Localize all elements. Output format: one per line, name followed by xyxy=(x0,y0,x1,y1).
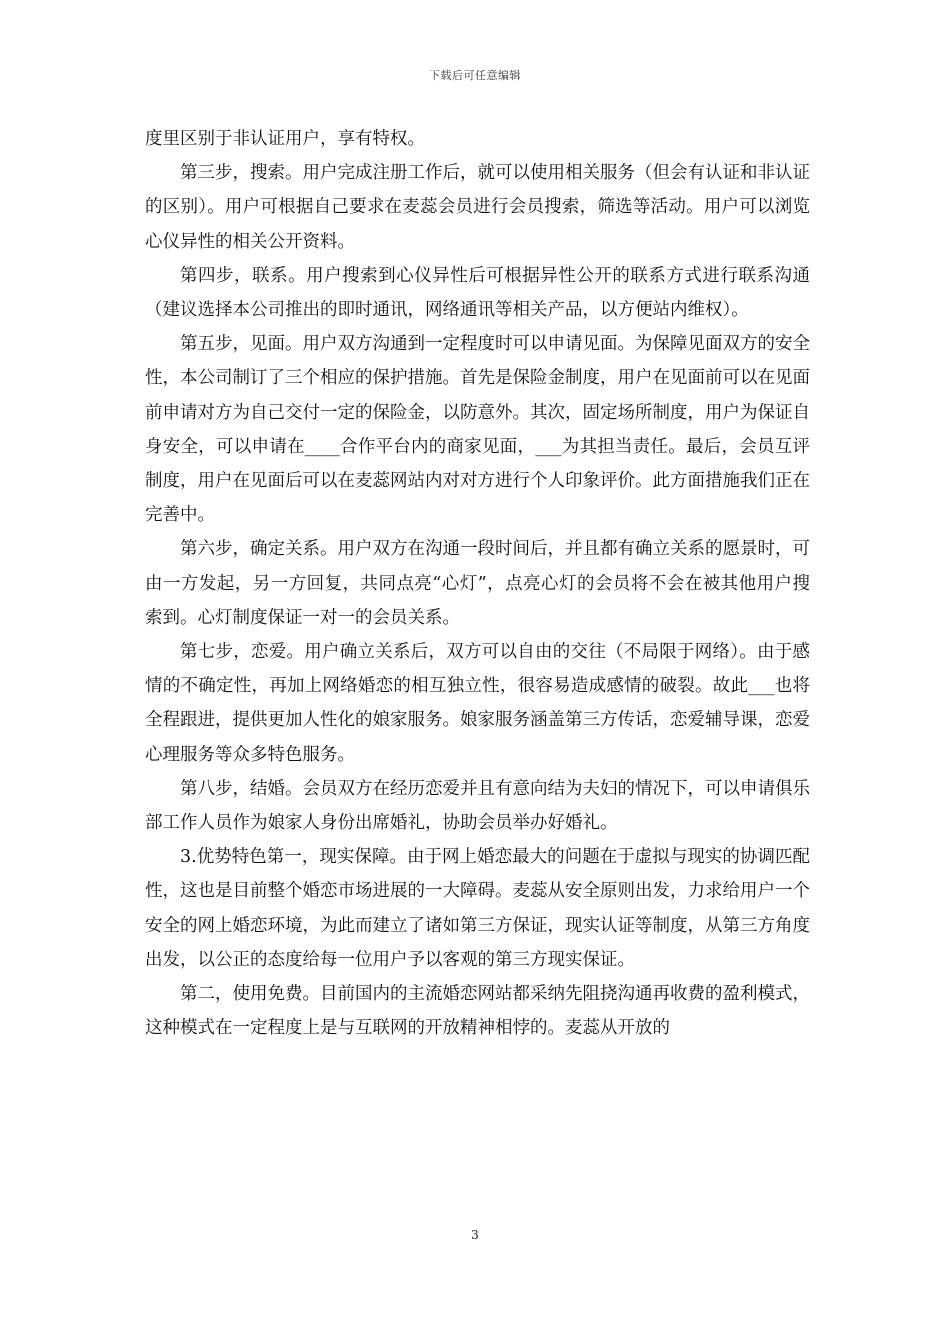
page-header: 下载后可任意编辑 xyxy=(429,69,521,82)
paragraph-step-three: 第三步，搜索。用户完成注册工作后，就可以使用相关服务（但会有认证和非认证的区别）。用户可根据自己要求在麦蕊会员进行会员搜索，筛选等活动。用户可以浏览心仪异性的相关公开资料。 xyxy=(145,163,810,252)
paragraph-step-five: 第五步，见面。用户双方沟通到一定程度时可以申请见面。为保障见面双方的安全性，本公司制订了三个相应的保护措施。首先是保险金制度，用户在见面前可以在见面前申请对方为自己交付一定的保险金，以防意外。其次，固定场所制度，用户为保证自身安全，可以申请在____合作平台内的商家见面，___为其担当责任。最后，会员互评制度，用户在见面后可以在麦蕊网站内对对方进行个人印象评价。此方面措施我们正在完善中。 xyxy=(145,334,810,526)
paragraph-step-eight: 第八步，结婚。会员双方在经历恋爱并且有意向结为夫妇的情况下，可以申请俱乐部工作人员作为娘家人身份出席婚礼，协助会员举办好婚礼。 xyxy=(145,778,810,834)
paragraph-continuation: 度里区别于非认证用户，享有特权。 xyxy=(145,129,425,149)
paragraph-step-six: 第六步，确定关系。用户双方在沟通一段时间后，并且都有确立关系的愿景时，可由一方发起，另一方回复，共同点亮“心灯”，点亮心灯的会员将不会在被其他用户搜索到。心灯制度保证一对一的会员关系。 xyxy=(145,539,810,628)
document-body xyxy=(145,122,810,1045)
paragraph-step-seven: 第七步，恋爱。用户确立关系后，双方可以自由的交往（不局限于网络）。由于感情的不确定性，再加上网络婚恋的相互独立性，很容易造成感情的破裂。故此___也将全程跟进，提供更加人性化的娘家服务。娘家服务涵盖第三方传话，恋爱辅导课，恋爱心理服务等众多特色服务。 xyxy=(145,642,810,765)
paragraph-step-four: 第四步，联系。用户搜索到心仪异性后可根据异性公开的联系方式进行联系沟通（建议选择本公司推出的即时通讯，网络通讯等相关产品，以方便站内维权）。 xyxy=(145,265,810,321)
page-number: 3 xyxy=(471,1228,479,1242)
paragraph-free-usage: 第二，使用免费。目前国内的主流婚恋网站都采纳先阻挠沟通再收费的盈利模式，这种模式在一定程度上是与互联网的开放精神相悖的。麦蕊从开放的 xyxy=(145,984,810,1039)
paragraph-advantages: 3.优势特色第一，现实保障。由于网上婚恋最大的问题在于虚拟与现实的协调匹配性，这也是目前整个婚恋市场进展的一大障碍。麦蕊从安全原则出发，力求给用户一个安全的网上婚恋环境，为此而建立了诸如第三方保证，现实认证等制度，从第三方角度出发，以公正的态度给每一位用户予以客观的第三方现实保证。 xyxy=(145,847,810,970)
